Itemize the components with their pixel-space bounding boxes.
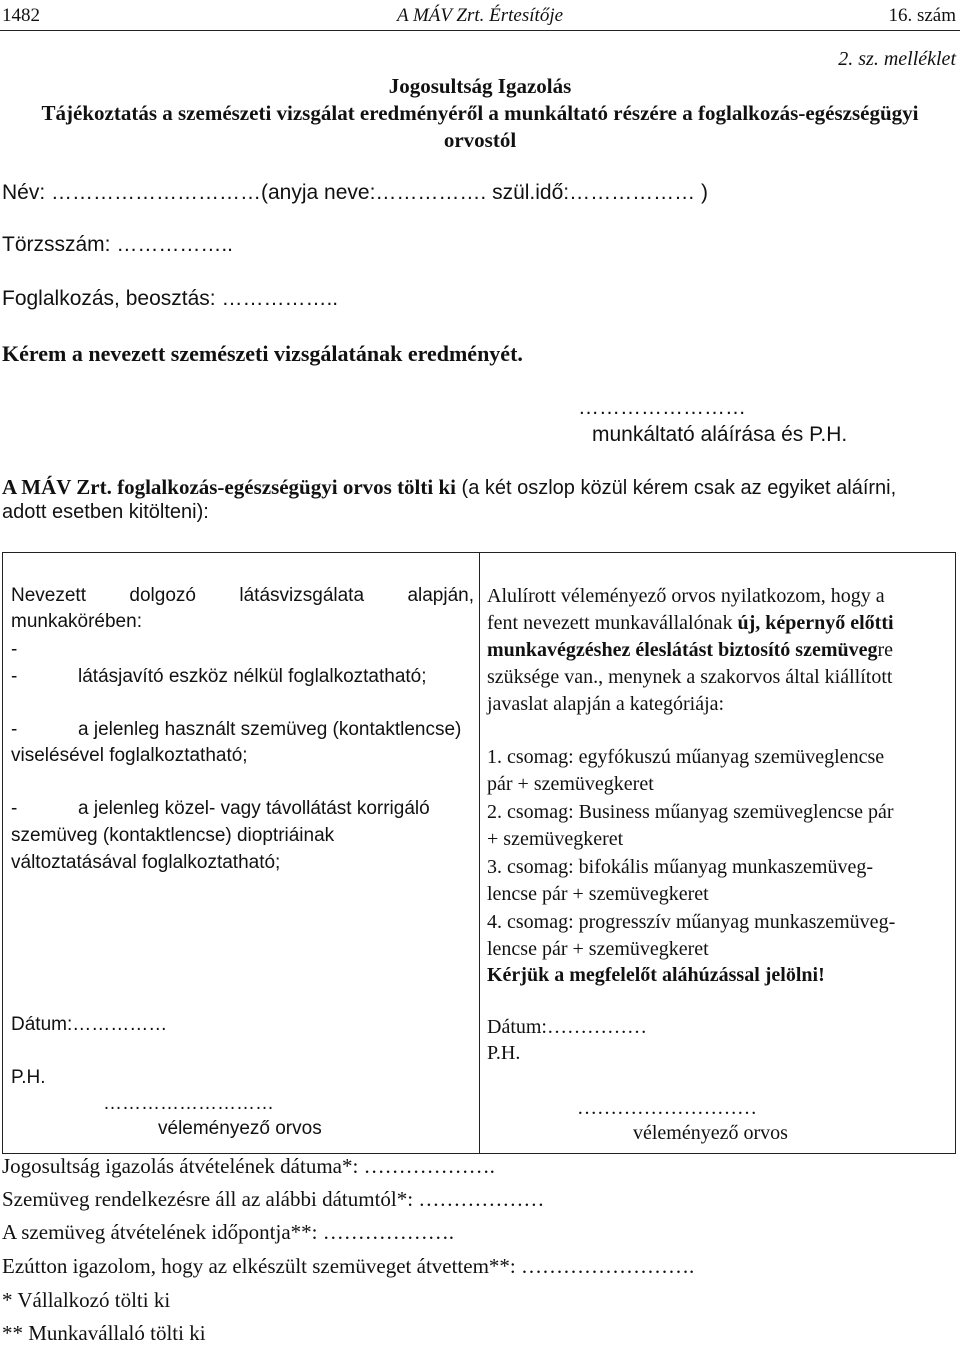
right-signature-line: ……………………… [577, 1097, 757, 1119]
collection-time-field: A szemüveg átvételének időpontja**: ………………. [2, 1220, 454, 1244]
option-3-text-2: szemüveg (kontaktlencse) dioptriáinak [11, 825, 335, 846]
left-date: Dátum:…………… [11, 1014, 168, 1035]
intro-line-1 [2, 475, 896, 500]
request-text: Kérem a nevezett szemészeti vizsgálatának eredményét. [2, 341, 523, 366]
package-1-line-1: 1. csomag: egyfókuszú műanyag szemüveglencse [487, 746, 885, 768]
left-signature-label: véleményező orvos [158, 1118, 322, 1139]
package-2-line-1: 2. csomag: Business műanyag szemüveglencse pár [487, 801, 894, 823]
package-3-line-1: 3. csomag: bifokális műanyag munkaszemüveg- [487, 856, 874, 878]
option-3-dash: - [11, 798, 18, 819]
option-3-text-1: a jelenleg közel- vagy távollátást korrigáló [78, 798, 430, 819]
column-divider [479, 553, 480, 1153]
intro-bold: A MÁV Zrt. foglalkozás-egészségügyi orvos tölti ki [2, 475, 456, 499]
left-dash: - [11, 639, 18, 660]
issue-number: 16. szám [888, 5, 956, 26]
document-subtitle-2: orvostól [443, 128, 517, 152]
right-line-2 [487, 612, 894, 635]
publication-title: A MÁV Zrt. Értesítője [396, 5, 564, 26]
right-ph: P.H. [487, 1042, 521, 1064]
package-4-line-1: 4. csomag: progresszív műanyag munkaszemüveg- [487, 911, 896, 933]
package-3-line-2: lencse pár + szemüvegkeret [487, 883, 709, 905]
left-word-4: alapján, [407, 585, 474, 606]
left-word-1: Nevezett [11, 585, 86, 606]
right-line-1: Alulírott véleményező orvos nyilatkozom, hogy a [487, 585, 885, 607]
footnote-contractor: * Vállalkozó tölti ki [2, 1288, 171, 1312]
receipt-date-field: Jogosultság igazolás átvételének dátuma*: ………………. [2, 1154, 495, 1178]
option-2-text-1: a jelenleg használt szemüveg (kontaktlencse) [78, 719, 462, 740]
occupation-field: Foglalkozás, beosztás: …………….. [2, 287, 339, 310]
confirmation-field: Ezútton igazolom, hogy az elkészült szemüveget átvettem**: ……………………. [2, 1254, 695, 1278]
document-subtitle-1: Tájékoztatás a szemészeti vizsgálat eredményéről a munkáltató részére a foglalkozás-egészségügyi [41, 101, 919, 125]
package-4-line-2: lencse pár + szemüvegkeret [487, 938, 709, 960]
option-1-dash: - [11, 666, 18, 687]
intro-line-2: adott esetben kitölteni): [2, 501, 209, 523]
right-line-3-bold: munkavégzéshez éleslátást biztosító szemüveg [487, 639, 878, 661]
register-number-field: Törzsszám: …………….. [2, 233, 234, 256]
right-line-4: szüksége van., menynek a szakorvos által kiállított [487, 666, 893, 688]
package-2-line-2: + szemüvegkeret [487, 828, 624, 850]
right-line-3-normal: re [877, 639, 894, 661]
option-2-text-2: viselésével foglalkoztatható; [11, 745, 248, 766]
underline-instruction: Kérjük a megfelelőt aláhúzással jelölni! [487, 964, 825, 986]
left-signature-line: ……………………… [103, 1093, 274, 1114]
left-intro-line-1 [11, 585, 474, 607]
option-3-text-3: változtatásával foglalkoztatható; [11, 852, 281, 873]
option-1-text: látásjavító eszköz nélkül foglalkoztatható; [78, 666, 427, 687]
name-field: Név: …………………………(anyja neve:……………. szül.idő:……………… ) [2, 181, 708, 204]
header-rule [0, 30, 960, 31]
employer-signature-label: munkáltató aláírása és P.H. [592, 423, 848, 446]
right-line-2-bold: új, képernyő előtti [737, 612, 894, 634]
option-2-dash: - [11, 719, 18, 740]
page-number: 1482 [2, 5, 40, 26]
intro-rest: (a két oszlop közül kérem csak az egyiket aláírni, [455, 477, 897, 499]
right-date: Dátum:…………… [487, 1016, 647, 1038]
left-word-2: dolgozó [129, 585, 196, 606]
right-line-5: javaslat alapján a kategóriája: [487, 693, 725, 715]
available-from-field: Szemüveg rendelkezésre áll az alábbi dátumtól*: ……………… [2, 1187, 545, 1211]
package-1-line-2: pár + szemüvegkeret [487, 773, 654, 795]
left-intro-line-2: munkakörében: [11, 611, 142, 632]
left-ph: P.H. [11, 1067, 46, 1088]
right-line-3 [487, 639, 893, 662]
document-title: Jogosultság Igazolás [388, 74, 572, 98]
right-line-2-normal: fent nevezett munkavállalónak [487, 612, 738, 634]
assessment-table [2, 552, 956, 1154]
footnote-employee: ** Munkavállaló tölti ki [2, 1321, 206, 1345]
right-signature-label: véleményező orvos [633, 1122, 788, 1144]
employer-signature-line: …………………… [578, 396, 746, 419]
annex-label: 2. sz. melléklet [838, 48, 956, 70]
left-word-3: látásvizsgálata [239, 585, 365, 606]
